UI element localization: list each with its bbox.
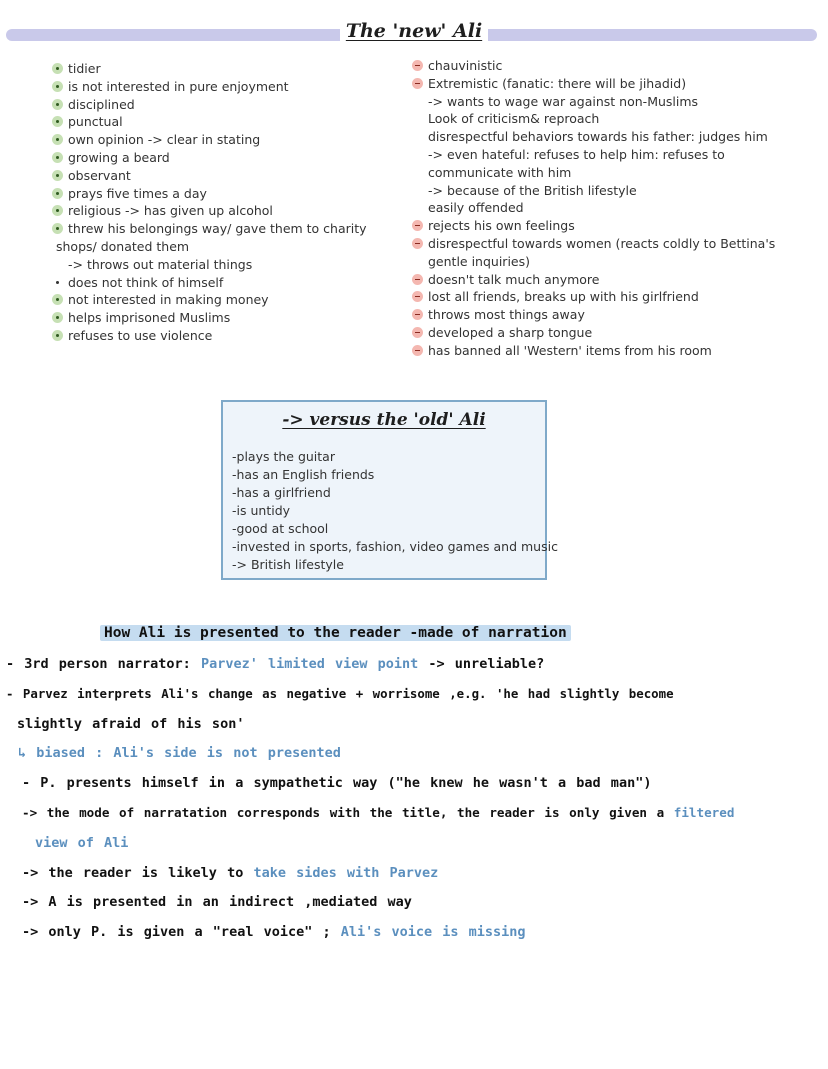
green-bullet-icon — [52, 170, 63, 181]
list-item-text: -> because of the British lifestyle — [428, 182, 637, 198]
narration-line-10 — [22, 924, 526, 940]
green-bullet-icon — [52, 205, 63, 216]
list-item-text: observant — [68, 167, 131, 183]
list-item-text: -> wants to wage war against non-Muslims — [428, 93, 699, 109]
list-item: -plays the guitar — [232, 449, 335, 464]
list-item-text: Look of criticism& reproach — [428, 111, 600, 127]
narration-line-1 — [6, 656, 544, 672]
list-item-text: shops/ donated them — [56, 238, 190, 254]
list-item — [52, 113, 382, 131]
list-item — [52, 78, 382, 96]
list-item-text: religious -> has given up alcohol — [68, 203, 273, 219]
list-item-continuation — [412, 146, 792, 164]
list-item-text: chauvinistic — [428, 58, 503, 73]
narration-heading — [100, 625, 571, 643]
narration-line-8 — [22, 865, 438, 881]
list-item — [412, 235, 792, 253]
list-item-text: communicate with him — [428, 164, 572, 180]
list-item — [412, 57, 792, 75]
list-item-text: throws most things away — [428, 307, 585, 323]
green-bullet-icon — [52, 134, 63, 145]
list-item-continuation — [412, 182, 792, 200]
green-bullet-icon — [52, 116, 63, 127]
list-item — [52, 309, 382, 327]
list-item-continuation — [412, 164, 792, 182]
narration-highlight: filtered — [673, 805, 735, 820]
narration-highlight: take sides with Parvez — [253, 865, 439, 881]
red-bullet-icon — [412, 220, 423, 231]
narration-line-4: ↳ biased : Ali's side is not presented — [18, 745, 341, 761]
list-item-text: developed a sharp tongue — [428, 324, 593, 340]
list-item-text: growing a beard — [68, 149, 170, 165]
green-bullet-icon — [52, 330, 63, 341]
narration-line-3: slightly afraid of his son' — [17, 716, 245, 732]
narration-line-9: -> A is presented in an indirect ,mediated way — [22, 894, 412, 910]
list-item-text: does not think of himself — [68, 274, 224, 290]
list-item — [52, 167, 382, 185]
list-item-text: punctual — [68, 114, 123, 130]
old-ali-box — [221, 400, 558, 580]
green-bullet-icon — [52, 63, 63, 74]
list-item — [412, 324, 792, 342]
list-item-text: own opinion -> clear in stating — [68, 132, 261, 148]
narration-heading-text: How Ali is presented to the reader -made of narration — [100, 625, 571, 641]
list-item: -has an English friends — [232, 467, 375, 482]
list-item — [412, 75, 792, 93]
list-item — [52, 202, 382, 220]
old-ali-list — [232, 448, 558, 574]
new-ali-positive-list — [52, 60, 382, 345]
red-bullet-icon — [412, 327, 423, 338]
green-bullet-icon — [52, 99, 63, 110]
red-bullet-icon — [412, 291, 423, 302]
list-item-text: threw his belongings way/ gave them to charity — [68, 221, 367, 237]
list-item — [52, 96, 382, 114]
list-item — [412, 271, 792, 289]
list-item-continuation — [412, 128, 792, 146]
list-item: -good at school — [232, 521, 329, 536]
red-bullet-icon — [412, 78, 423, 89]
narration-highlight: Ali's voice is missing — [340, 924, 526, 940]
list-item — [412, 342, 792, 360]
new-ali-negative-list — [412, 57, 792, 360]
narration-text: -> the mode of narratation corresponds with the title, the reader is only given a — [22, 805, 665, 820]
list-item-continuation — [412, 110, 792, 128]
green-bullet-icon — [52, 81, 63, 92]
list-item — [412, 217, 792, 235]
list-item — [52, 149, 382, 167]
green-bullet-icon — [52, 312, 63, 323]
list-item — [412, 306, 792, 324]
list-item: -> British lifestyle — [232, 557, 344, 572]
list-item — [52, 185, 382, 203]
narration-text: -> only P. is given a "real voice" ; — [22, 924, 331, 940]
list-item-text: disrespectful behaviors towards his father: judges him — [428, 129, 768, 145]
red-bullet-icon — [412, 238, 423, 249]
list-item-continuation — [52, 238, 382, 256]
list-item — [52, 291, 382, 309]
list-item-text: prays five times a day — [68, 185, 207, 201]
list-item — [52, 60, 382, 78]
list-item — [52, 274, 382, 292]
page-title — [0, 20, 828, 42]
red-bullet-icon — [412, 345, 423, 356]
narration-line-7: view of Ali — [35, 835, 129, 851]
narration-text: -> unreliable? — [428, 656, 545, 672]
dot-bullet-icon — [52, 277, 63, 288]
list-subitem — [52, 256, 382, 274]
list-item-text: -> even hateful: refuses to help him: refuses to — [428, 146, 725, 162]
narration-text: -> the reader is likely to — [22, 865, 244, 881]
page-title-text: The 'new' Ali — [340, 20, 488, 42]
list-item — [412, 288, 792, 306]
green-bullet-icon — [52, 188, 63, 199]
narration-text: - 3rd person narrator: — [6, 656, 191, 672]
list-item: -has a girlfriend — [232, 485, 331, 500]
list-item: -invested in sports, fashion, video games and music — [232, 539, 558, 554]
list-item-text: tidier — [68, 61, 101, 76]
list-item-text: easily offended — [428, 200, 524, 216]
green-bullet-icon — [52, 294, 63, 305]
list-item-continuation — [412, 199, 792, 217]
list-item-text: refuses to use violence — [68, 327, 213, 343]
list-item-text: doesn't talk much anymore — [428, 271, 600, 287]
list-item-text: lost all friends, breaks up with his girlfriend — [428, 289, 699, 305]
list-item-text: disciplined — [68, 96, 135, 112]
list-item — [52, 220, 382, 238]
narration-line-6 — [22, 805, 734, 820]
list-item-text: gentle inquiries) — [428, 253, 531, 269]
green-bullet-icon — [52, 152, 63, 163]
narration-highlight: Parvez' limited view point — [200, 656, 419, 672]
list-item-continuation — [412, 93, 792, 111]
red-bullet-icon — [412, 274, 423, 285]
list-item-text: rejects his own feelings — [428, 218, 575, 234]
green-bullet-icon — [52, 223, 63, 234]
list-item: -is untidy — [232, 503, 291, 518]
list-item-text: disrespectful towards women (reacts coldly to Bettina's — [428, 235, 776, 251]
narration-line-5: - P. presents himself in a sympathetic way ("he knew he wasn't a bad man") — [22, 775, 652, 791]
list-item-text: Extremistic (fanatic: there will be jihadid) — [428, 75, 687, 91]
list-item-text: not interested in making money — [68, 292, 269, 308]
list-item-text: helps imprisoned Muslims — [68, 310, 231, 326]
list-item-text: is not interested in pure enjoyment — [68, 78, 289, 94]
red-bullet-icon — [412, 60, 423, 71]
list-item-continuation — [412, 253, 792, 271]
list-item-text: -> throws out material things — [68, 256, 253, 272]
old-ali-title: -> versus the 'old' Ali — [282, 410, 486, 430]
list-item-text: has banned all 'Western' items from his room — [428, 342, 712, 358]
red-bullet-icon — [412, 309, 423, 320]
list-item — [52, 327, 382, 345]
list-item — [52, 131, 382, 149]
narration-line-2: - Parvez interprets Ali's change as negative + worrisome ,e.g. 'he had slightly become — [6, 686, 674, 701]
